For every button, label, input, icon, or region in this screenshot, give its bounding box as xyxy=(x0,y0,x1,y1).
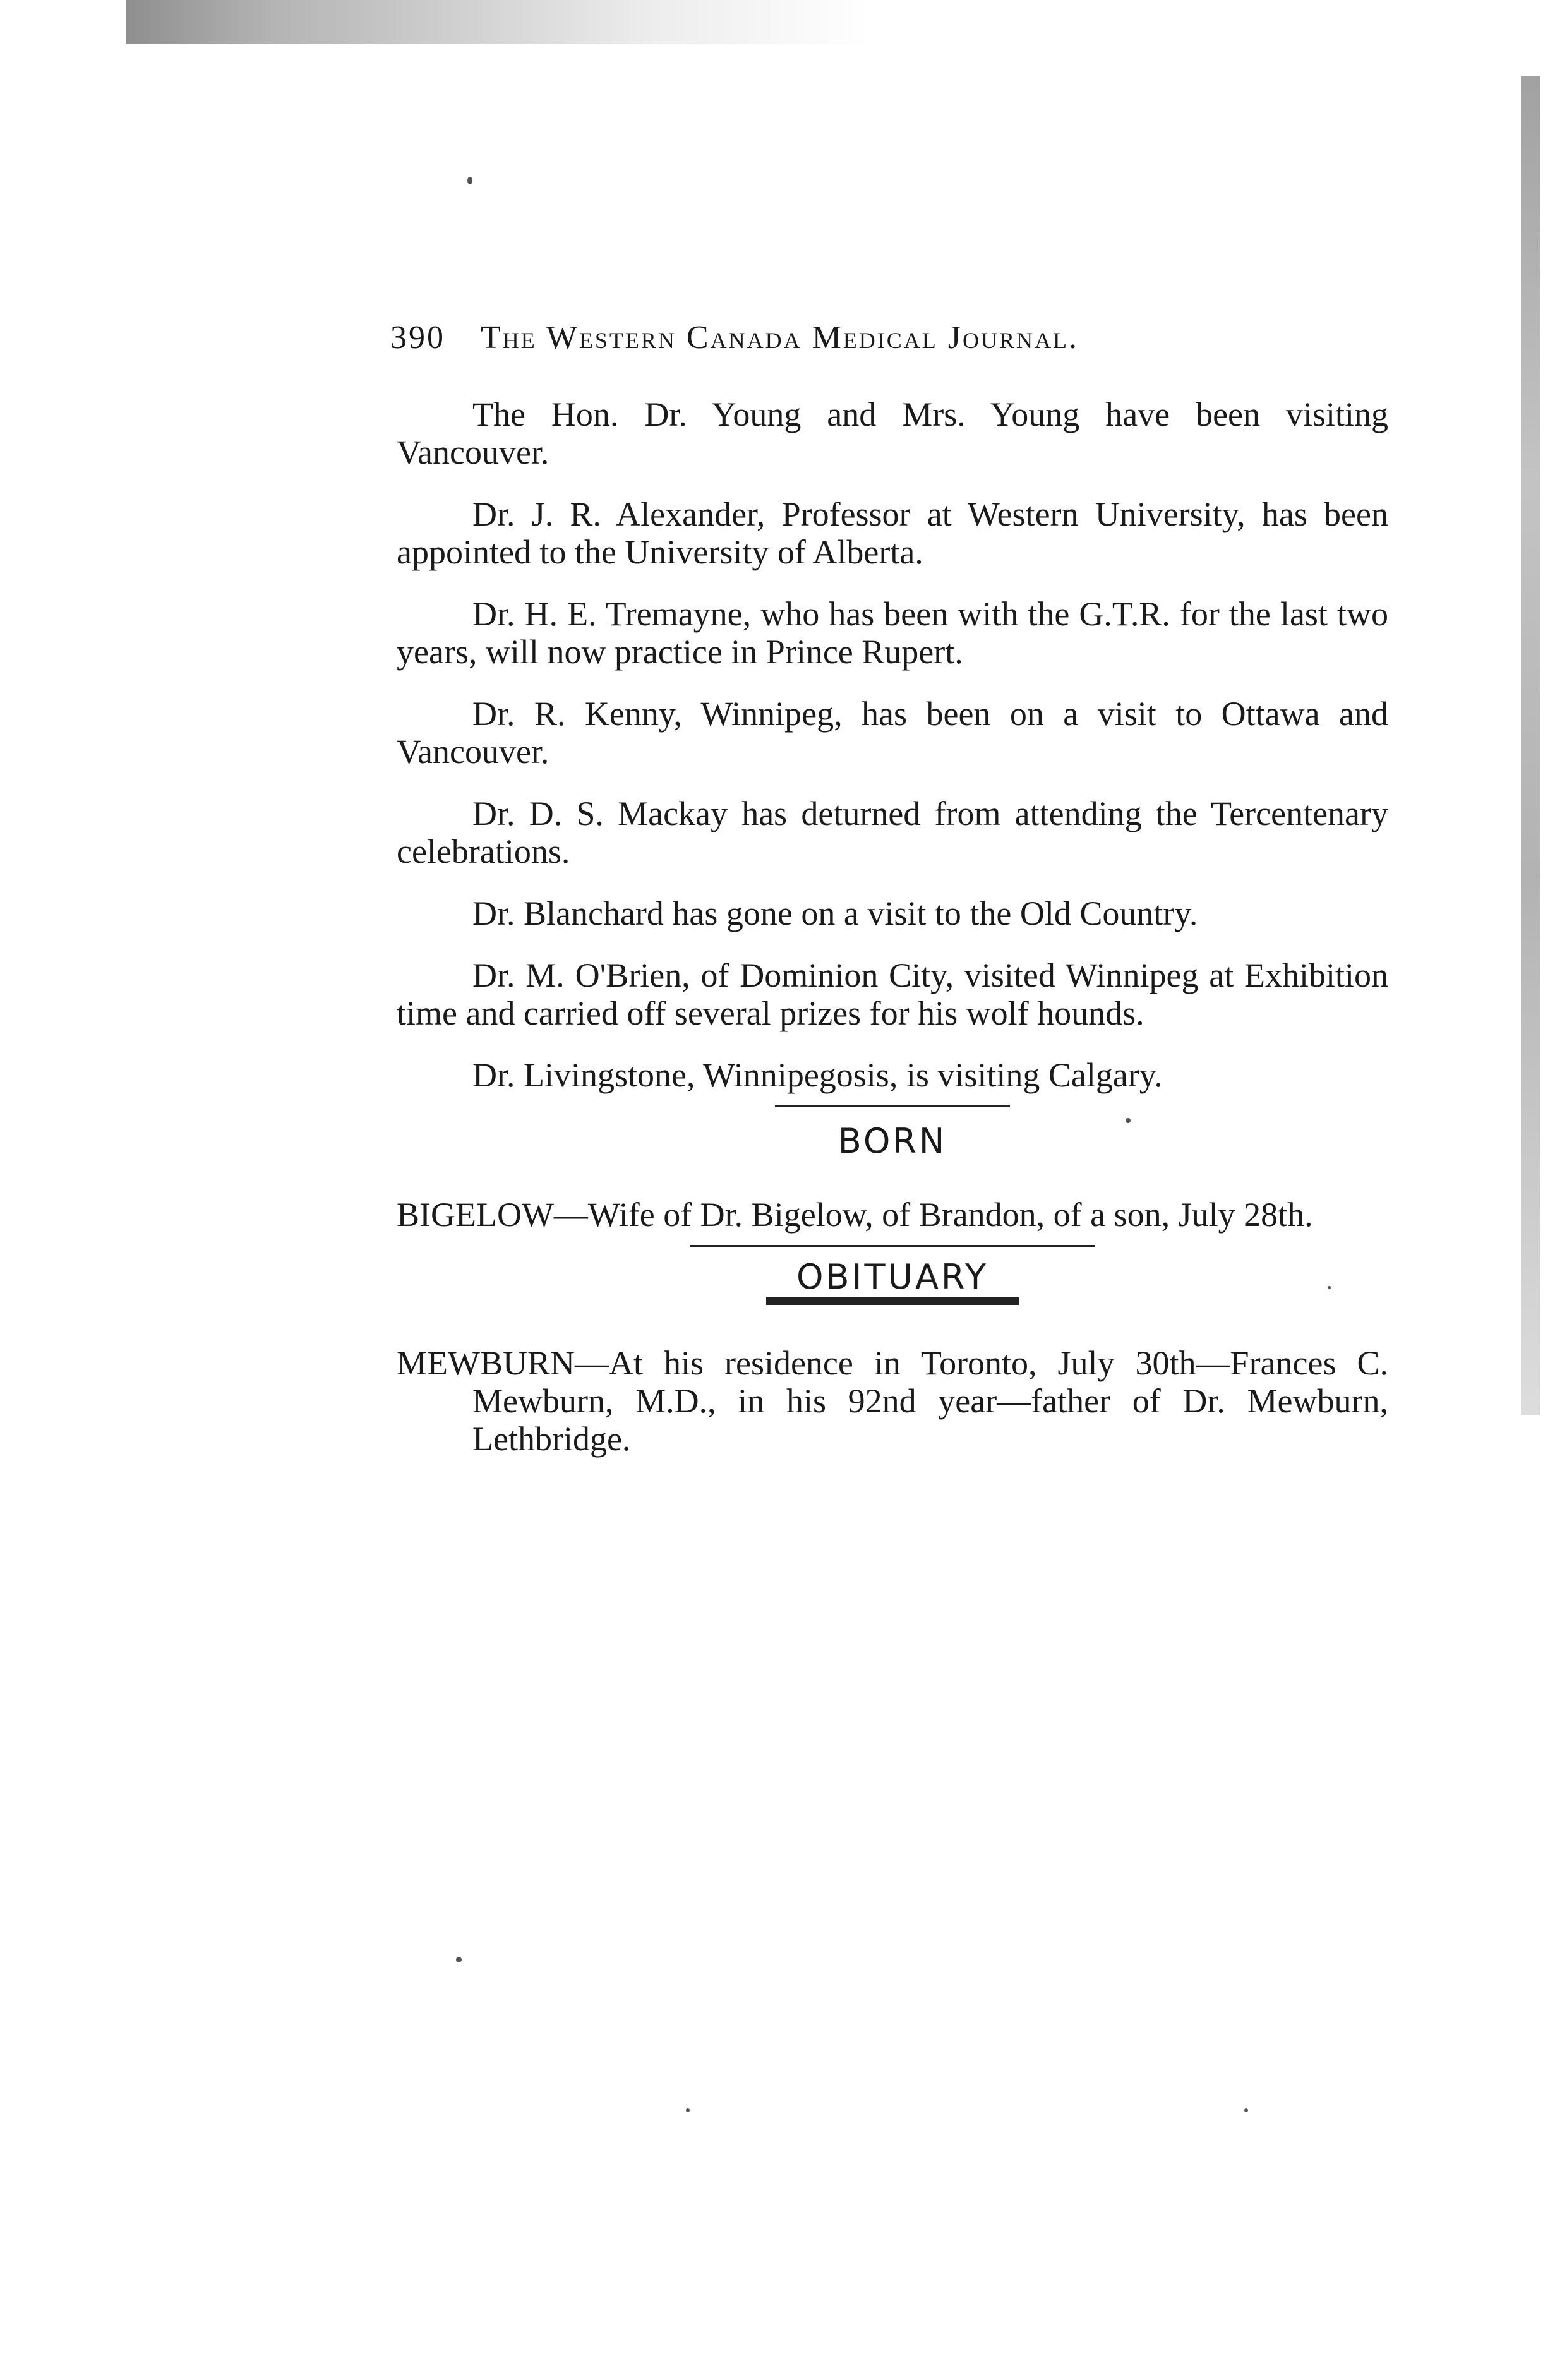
born-heading: BORN xyxy=(838,1121,947,1161)
section-divider xyxy=(690,1245,1095,1247)
section-divider xyxy=(775,1105,1010,1107)
news-note: Dr. M. O'Brien, of Dominion City, visited Winnipeg at Exhibition time and carried off several prizes for his wolf hounds. xyxy=(397,956,1388,1032)
scan-speck xyxy=(686,2108,690,2112)
page-number: 390 xyxy=(390,320,445,356)
birth-notice: BIGELOW—Wife of Dr. Bigelow, of Brandon, of a son, July 28th. xyxy=(397,1196,1313,1234)
obituary-heading: OBITUARY xyxy=(796,1257,988,1297)
news-note: Dr. D. S. Mackay has deturned from attending the Tercentenary celebrations. xyxy=(397,795,1388,870)
heading-underline xyxy=(766,1297,1019,1305)
news-note: Dr. Blanchard has gone on a visit to the Old Country. xyxy=(472,894,1198,932)
scan-speck xyxy=(467,177,472,184)
journal-title: The Western Canada Medical Journal. xyxy=(481,320,1079,356)
news-note: Dr. Livingstone, Winnipegosis, is visiting Calgary. xyxy=(472,1056,1163,1094)
running-header xyxy=(390,319,1275,370)
news-note: The Hon. Dr. Young and Mrs. Young have been visiting Vancouver. xyxy=(397,395,1388,471)
news-note: Dr. H. E. Tremayne, who has been with the G.T.R. for the last two years, will now practice in Prince Rupert. xyxy=(397,595,1388,671)
scan-edge-top xyxy=(126,0,872,44)
news-note: Dr. R. Kenny, Winnipeg, has been on a visit to Ottawa and Vancouver. xyxy=(397,695,1388,771)
obituary-notice: MEWBURN—At his residence in Toronto, July 30th—Frances C. Mewburn, M.D., in his 92nd year—father of Dr. Mewburn, Lethbridge. xyxy=(397,1344,1388,1458)
scan-speck xyxy=(456,1957,462,1962)
page-body xyxy=(397,395,1388,1458)
scan-speck xyxy=(1244,2108,1248,2112)
news-note: Dr. J. R. Alexander, Professor at Western University, has been appointed to the University of Alberta. xyxy=(397,495,1388,571)
scan-edge-right xyxy=(1521,76,1540,1415)
